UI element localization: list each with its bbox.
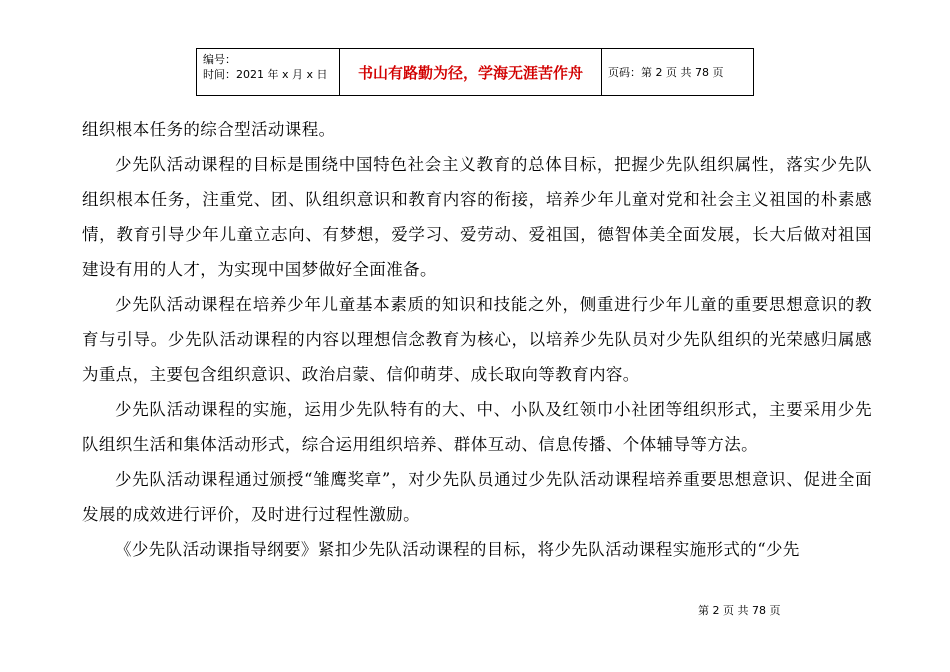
header-motto-cell <box>340 49 602 95</box>
header-page-cell <box>602 49 753 95</box>
page-header-table <box>196 48 754 96</box>
paragraph: 少先队活动课程的目标是围绕中国特色社会主义教育的总体目标，把握少先队组织属性，落实少先队组织根本任务，注重党、团、队组织意识和教育内容的衔接，培养少年儿童对党和社会主义祖国的朴素感情，教育引导少年儿童立志向、有梦想，爱学习、爱劳动、爱祖国，德智体美全面发展，长大后做对祖国建设有用的人才，为实现中国梦做好全面准备。 <box>82 155 872 279</box>
paragraph-continuation: 组织根本任务的综合型活动课程。 <box>82 120 336 139</box>
footer-page-indicator: 第 2 页 共 78 页 <box>698 604 781 617</box>
doc-number-label: 编号： <box>203 53 236 66</box>
paragraph: 少先队活动课程的实施，运用少先队特有的大、中、小队及红领巾小社团等组织形式，主要采用少先队组织生活和集体活动形式，综合运用组织培养、群体互动、信息传播、个体辅导等方法。 <box>82 400 872 454</box>
document-body <box>82 112 872 567</box>
header-meta-cell <box>197 49 340 95</box>
time-label: 时间：2021 年 x 月 x 日 <box>203 68 328 81</box>
header-page-label: 页码：第 2 页 共 78 页 <box>608 66 724 79</box>
page-footer <box>698 602 780 618</box>
paragraph: 少先队活动课程通过颁授“雏鹰奖章”，对少先队员通过少先队活动课程培养重要思想意识、促进全面发展的成效进行评价，及时进行过程性激励。 <box>82 470 872 524</box>
paragraph: 《少先队活动课指导纲要》紧扣少先队活动课程的目标，将少先队活动课程实施形式的“少先 <box>115 540 800 559</box>
motto-text: 书山有路勤为径，学海无涯苦作舟 <box>357 63 583 82</box>
paragraph: 少先队活动课程在培养少年儿童基本素质的知识和技能之外，侧重进行少年儿童的重要思想意识的教育与引导。少先队活动课程的内容以理想信念教育为核心，以培养少先队员对少先队组织的光荣感归属感为重点，主要包含组织意识、政治启蒙、信仰萌芽、成长取向等教育内容。 <box>82 295 872 384</box>
